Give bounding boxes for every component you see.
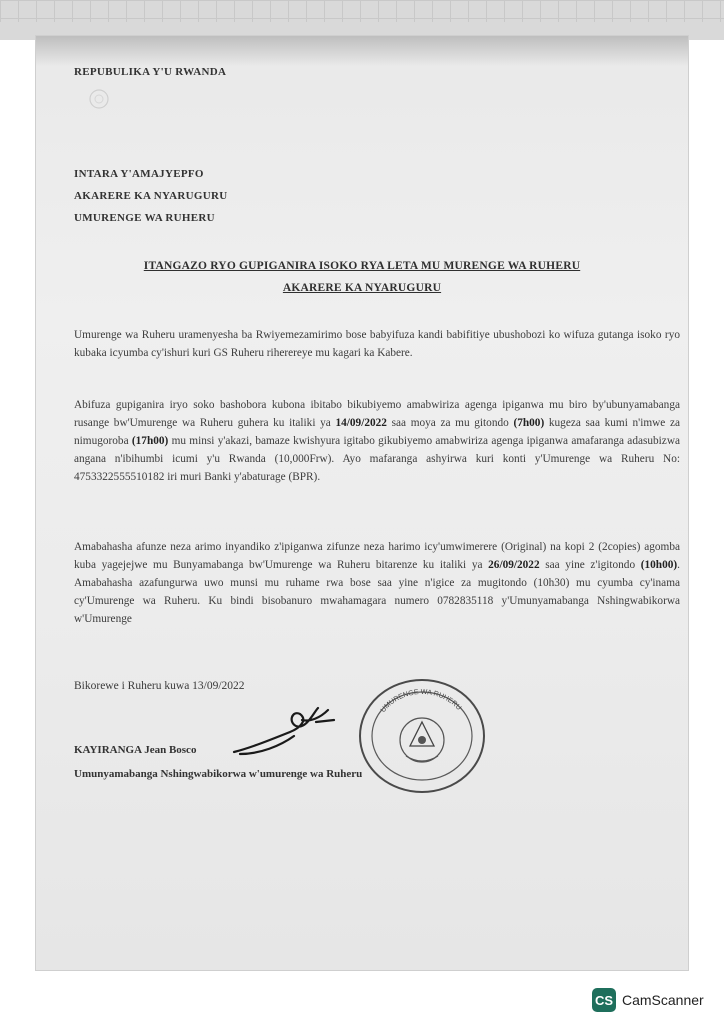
notice-title: ITANGAZO RYO GUPIGANIRA ISOKO RYA LETA MU MURENGE WA RUHERU	[143, 260, 581, 272]
camscanner-watermark	[592, 988, 704, 1012]
place-date: Bikorewe i Ruheru kuwa 13/09/2022	[74, 680, 245, 692]
p2-start-date: 14/09/2022	[335, 417, 387, 429]
page-shadow	[36, 36, 688, 66]
p3-deadline-date: 26/09/2022	[488, 559, 540, 571]
paragraph-intro: Umurenge wa Ruheru uramenyesha ba Rwiyemezamirimo bose babyifuza kandi babifitiye ubushobozi ko wifuza gutanga isoko ryo kubaka icyumba cy'ishuri kuri GS Ruheru riherereye mu kagari ka Kabere.	[74, 329, 680, 359]
district-heading: AKARERE KA NYARUGURU	[74, 190, 228, 202]
signatory-name: KAYIRANGA Jean Bosco	[74, 744, 197, 756]
official-seal-icon	[356, 676, 488, 796]
p2-text-a: Abifuza gupiganira iryo soko bashobora kubona ibitabo bikubiyemo amabwiriza agenga ipiganwa mu biro by'ubunyamabanga rusange bw'Umurenge wa Ruheru guhera ku italiki ya	[74, 399, 680, 429]
p3-deadline-time: (10h00)	[640, 559, 678, 571]
p3-text-a: Amabahasha afunze neza arimo inyandiko z'ipiganwa zifunze neza harimo icy'umwimerere (Original) na kopi 2 (2copies) agomba kuba yagejejwe mu Bunyamabanga bw'Umurenge wa Ruheru bitarenze ku italiki ya	[74, 541, 680, 571]
scan-background	[0, 0, 724, 40]
seal-text: UMURENGE WA RUHERU	[379, 688, 463, 714]
republic-heading: REPUBULIKA Y'U RWANDA	[74, 66, 227, 78]
p3-text-c: . Amabahasha azafungurwa uwo munsi mu ruhame rwa bose saa yine n'igice za mugitondo (10h30) mu cyumba cy'inama cy'Umurenge wa Ruheru. Ku bindi bisobanuro mwahamagara numero 0782835118 y'Umunyamabanga Nshingwabikorwa w'Umurenge	[74, 559, 680, 625]
p2-text-b: saa moya za mu gitondo	[386, 417, 514, 429]
camscanner-label: CamScanner	[622, 992, 704, 1008]
signature-icon	[230, 700, 340, 760]
p3-text-b: saa yine z'igitondo	[539, 559, 641, 571]
sector-heading: UMURENGE WA RUHERU	[74, 212, 215, 224]
p2-start-time: (7h00)	[513, 417, 545, 429]
p2-text-c: kugeza saa kumi n'imwe za nimugoroba	[74, 417, 680, 447]
svg-text:UMURENGE WA RUHERU	[380, 689, 462, 714]
province-heading: INTARA Y'AMAJYEPFO	[74, 168, 204, 180]
paragraph-submission	[74, 538, 680, 628]
camscanner-logo-icon: CS	[592, 988, 616, 1012]
p2-text-d: mu minsi y'akazi, bamaze kwishyura igitabo gikubiyemo amabwiriza agenga ipiganwa amafaranga adasubizwa angana n'ibihumbi icumi y'u Rwanda (10,000Frw). Ayo mafaranga ashyirwa kuri konti y'Umurenge wa Ruheru No: 4753322555510182 iri muri Banki y'abaturage (BPR).	[74, 435, 680, 483]
notice-subtitle: AKARERE KA NYARUGURU	[282, 282, 442, 294]
emblem-icon	[86, 88, 112, 110]
signatory-role: Umunyamabanga Nshingwabikorwa w'umurenge wa Ruheru	[74, 768, 363, 780]
paragraph-documents	[74, 396, 680, 486]
p2-end-time: (17h00)	[131, 435, 169, 447]
grid-paper	[0, 0, 724, 22]
